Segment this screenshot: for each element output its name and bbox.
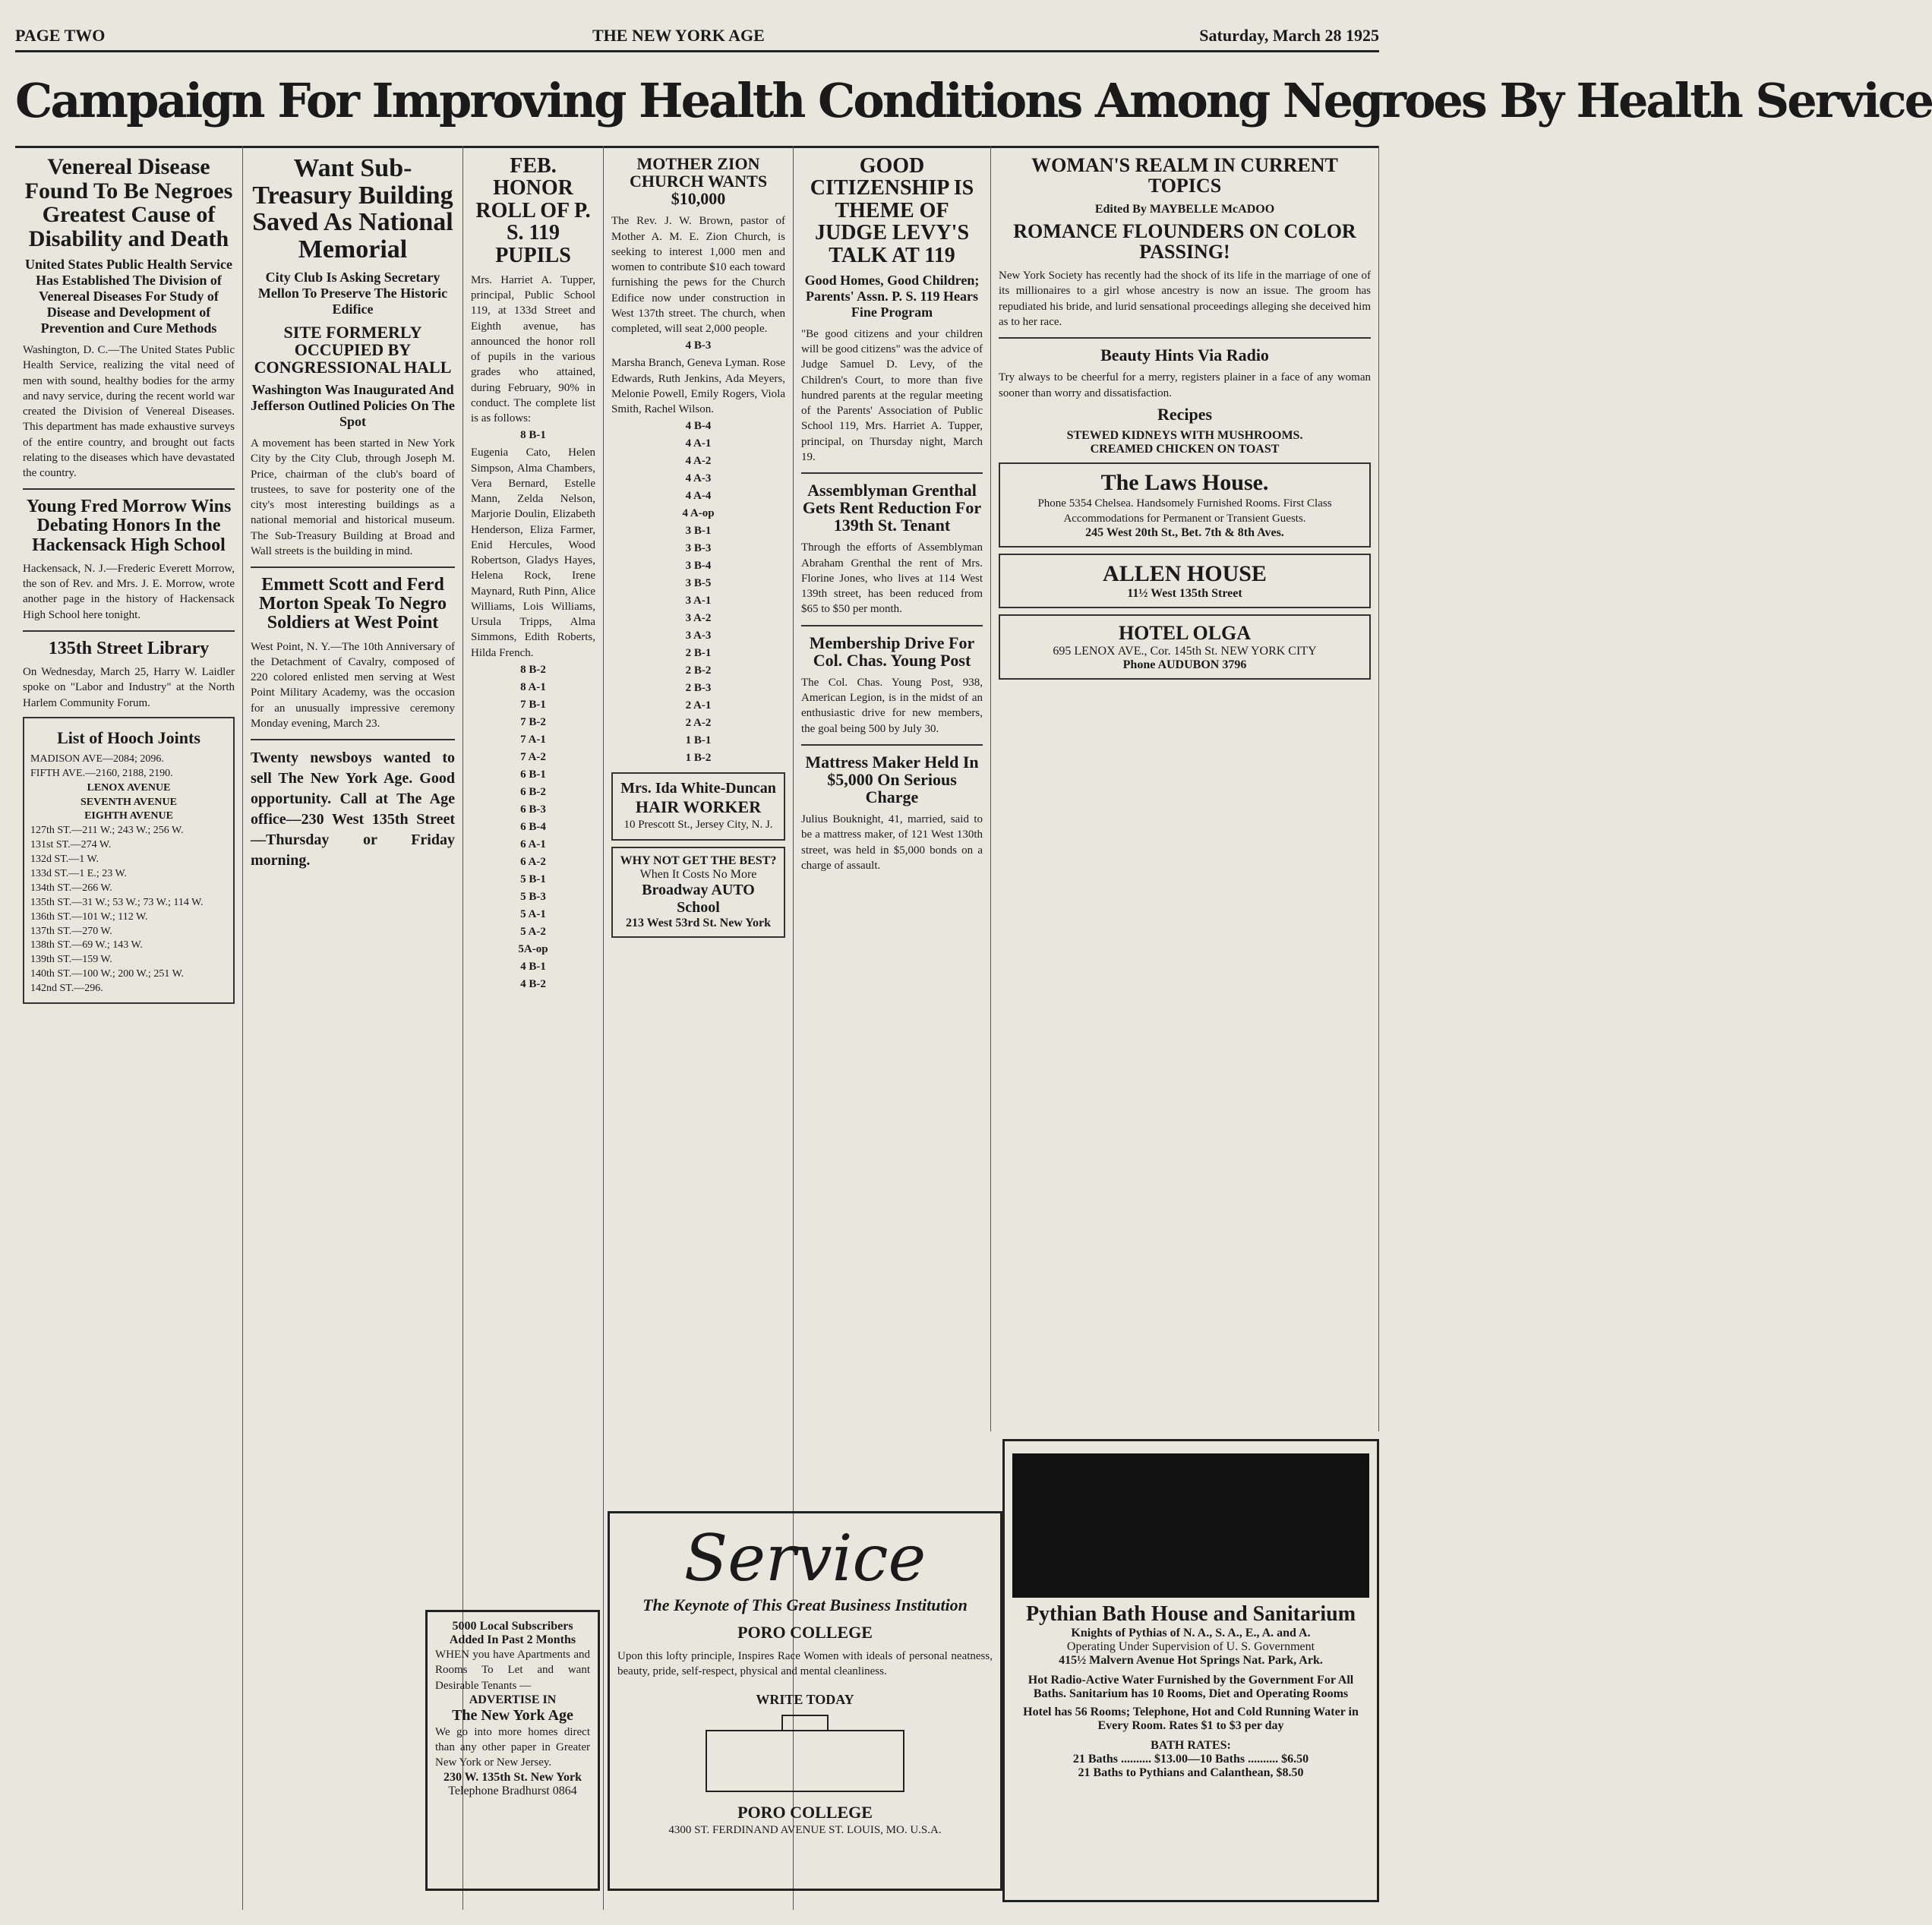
poro-college-name: PORO COLLEGE	[737, 1623, 873, 1642]
hooch-item: 127th ST.—211 W.; 243 W.; 256 W.	[30, 825, 184, 837]
grade-label: 7 B-2	[520, 715, 546, 728]
hooch-title: List of Hooch Joints	[57, 727, 200, 747]
grade-label: 4 A-4	[685, 490, 712, 503]
service-title: Service	[683, 1521, 927, 1595]
grade-label: 7 A-2	[520, 750, 546, 763]
issue-date: Saturday, March 28 1925	[1199, 26, 1379, 45]
headline-beauty: Beauty Hints Via Radio	[1100, 346, 1269, 365]
subscribers-text: WHEN you have Apartments and Rooms To Let and want Desirable Tenants —	[435, 1649, 590, 1692]
headline-westpoint: Emmett Scott and Ferd Morton Speak To Negro Soldiers at West Point	[259, 575, 447, 633]
hooch-item: 138th ST.—69 W.; 143 W.	[30, 939, 143, 951]
bath-rates-title: BATH RATES:	[1151, 1739, 1231, 1752]
pythian-title: Pythian Bath House and Sanitarium	[1025, 1602, 1356, 1626]
hooch-item: 135th ST.—31 W.; 53 W.; 73 W.; 114 W.	[30, 896, 204, 908]
hooch-item: 134th ST.—266 W.	[30, 882, 112, 894]
hooch-item: 131st ST.—274 W.	[30, 839, 112, 851]
ad-title: WHY NOT GET THE BEST?	[620, 854, 777, 867]
bath-house-photo	[1012, 1453, 1369, 1598]
headline-membership: Membership Drive For Col. Chas. Young Post	[809, 633, 975, 670]
grade-label: 5 A-2	[520, 925, 546, 938]
grade-label: 1 B-2	[685, 752, 712, 765]
subscribers-title: 5000 Local Subscribers Added In Past 2 Months	[449, 1620, 576, 1646]
ad-title: HOTEL OLGA	[1118, 622, 1252, 645]
allen-house-ad	[999, 554, 1371, 608]
headline-venereal: Venereal Disease Found To Be Negroes Greatest Cause of Disability and Death	[24, 154, 233, 251]
poro-building-illustration	[691, 1708, 919, 1799]
pythian-body2: Hotel has 56 Rooms; Telephone, Hot and Cold Running Water in Every Room. Rates $1 to $3 per day	[1023, 1706, 1359, 1732]
article-citizenship: "Be good citizens and your children will be good citizens" was the advice of Judge Samuel D. Levy, of the Children's Court, to more than five hundred parents at the regular meeting of the Parents' Association of Public School 119, Mrs. Harriet A. Tupper, principal, on Thursday night, March 19.	[801, 327, 983, 463]
subhead-citizenship: Good Homes, Good Children; Parents' Assn. P. S. 119 Hears Fine Program	[804, 272, 980, 320]
grade-label: 3 A-2	[685, 612, 712, 625]
grade-label: 8 B-1	[520, 429, 546, 442]
banner-headline: Campaign For Improving Health Conditions Among Negroes By Health Service	[15, 56, 1379, 148]
hooch-item: MADISON AVE—2084; 2096.	[30, 753, 164, 765]
grade-label: 4 B-2	[520, 977, 546, 990]
hooch-item: LENOX AVENUE	[87, 781, 171, 794]
grade-list	[611, 338, 785, 766]
ad-address: 245 West 20th St., Bet. 7th & 8th Aves.	[1085, 526, 1284, 540]
article-membership: The Col. Chas. Young Post, 938, American Legion, is in the midst of an enthusiastic drive for new members, the goal being 500 by July 30.	[801, 676, 983, 735]
column-5	[794, 146, 991, 1431]
headline-library: 135th Street Library	[48, 638, 210, 658]
grade-label: 2 A-1	[685, 699, 712, 712]
grade-label: 4 A-3	[685, 472, 712, 485]
pythian-sub: Knights of Pythias of N. A., S. A., E., A. and A.	[1071, 1627, 1311, 1639]
service-ad	[608, 1511, 1002, 1906]
hooch-item: 142nd ST.—296.	[30, 983, 103, 995]
grade-label: 2 B-1	[685, 647, 712, 660]
divider	[801, 472, 983, 474]
grade-label: 7 A-1	[520, 733, 546, 746]
grade-label: 3 A-3	[685, 630, 712, 642]
pythian-address: 415½ Malvern Avenue Hot Springs Nat. Park, Ark.	[1059, 1654, 1323, 1667]
advertise-label: ADVERTISE IN	[469, 1693, 557, 1706]
grade-label: 6 B-3	[520, 803, 546, 816]
divider	[801, 625, 983, 626]
headline-subtreasury: Want Sub-Treasury Building Saved As National Memorial	[252, 154, 453, 264]
auto-school-ad	[611, 847, 785, 938]
column-6	[991, 146, 1379, 1431]
headline-mattress: Mattress Maker Held In $5,000 On Serious Charge	[805, 752, 979, 807]
grade-label: 6 A-1	[520, 838, 546, 850]
grade-label: 3 B-5	[685, 577, 712, 590]
column-1	[15, 146, 243, 1910]
pythian-body: Hot Radio-Active Water Furnished by the Government For All Baths. Sanitarium has 10 Rooms, Diet and Operating Rooms	[1028, 1674, 1354, 1700]
subhead-subtreasury: City Club Is Asking Secretary Mellon To Preserve The Historic Edifice	[257, 269, 448, 317]
bath-rate: 21 Baths to Pythians and Calanthean, $8.50	[1078, 1766, 1304, 1779]
grade-label: 2 A-2	[685, 717, 712, 730]
hooch-list-box	[23, 717, 235, 1004]
ad-title: The Laws House.	[1100, 469, 1269, 495]
grade-label: 1 B-1	[685, 734, 712, 747]
grade-label: 4 B-3	[685, 339, 712, 352]
grade-label: 3 B-3	[685, 542, 712, 555]
ad-text: Phone 5354 Chelsea. Handsomely Furnished Rooms. First Class Accommodations for Permanent or Transient Guests.	[1037, 497, 1332, 525]
subhead-site: Washington Was Inaugurated And Jefferson Outlined Policies On The Spot	[251, 382, 455, 430]
article-library: On Wednesday, March 25, Harry W. Laidler spoke on "Labor and Industry" at the North Harlem Community Forum.	[23, 666, 235, 709]
ad-title: ALLEN HOUSE	[1103, 561, 1267, 587]
article-beauty: Try always to be cheerful for a merry, registers plainer in a face of any woman sooner than worry and dissatisfaction.	[999, 371, 1371, 399]
pythian-text: Operating Under Supervision of U. S. Government	[1066, 1640, 1315, 1653]
paper-name: THE NEW YORK AGE	[592, 26, 765, 45]
grade-label: 7 B-1	[520, 698, 546, 711]
service-tagline: The Keynote of This Great Business Institution	[642, 1595, 968, 1614]
headline-mother-zion: MOTHER ZION CHURCH WANTS $10,000	[629, 154, 768, 209]
service-address: 4300 ST. FERDINAND AVENUE ST. LOUIS, MO. U.S.A.	[668, 1823, 942, 1836]
pythian-ad	[1002, 1439, 1379, 1910]
hooch-item: SEVENTH AVENUE	[80, 796, 177, 808]
honor-names: Eugenia Cato, Helen Simpson, Alma Chambers, Vera Bernard, Estelle Mann, Zelda Nelson, Marjorie Doulin, Elizabeth Henderson, Eliza Farmer, Enid Hercules, Wood Robertson, Gladys Hayes, Helena Rock, Irene Maynard, Ruth Pinn, Alice Williams, Lois Williams, Ursula Tripps, Alma Simmons, Edith Roberts, Hilda French.	[471, 447, 595, 659]
grade-label: 4 B-1	[520, 960, 546, 973]
hooch-item: 137th ST.—270 W.	[30, 925, 112, 937]
grade-label: 2 B-2	[685, 664, 712, 677]
byline: Edited By MAYBELLE McADOO	[1094, 202, 1275, 216]
divider	[801, 744, 983, 746]
ad-subtitle: HAIR WORKER	[635, 797, 762, 817]
write-today: WRITE TODAY	[756, 1691, 854, 1707]
grade-label: 8 B-2	[520, 663, 546, 676]
grade-label: 4 A-1	[685, 437, 712, 450]
paper-name: The New York Age	[452, 1706, 573, 1724]
ad-address: 213 West 53rd St. New York	[625, 916, 772, 929]
subscribers-ad-box	[425, 1610, 600, 1891]
headline-site: SITE FORMERLY OCCUPIED BY CONGRESSIONAL HALL	[254, 322, 452, 377]
ad-text: When It Costs No More	[639, 867, 757, 881]
hair-worker-ad	[611, 772, 785, 840]
grade-label: 2 B-3	[685, 682, 712, 695]
laws-house-ad	[999, 462, 1371, 548]
article-morrow: Hackensack, N. J.—Frederic Everett Morrow, the son of Rev. and Mrs. J. E. Morrow, wrote another page in the history of Hackensack High School here tonight.	[23, 562, 235, 621]
hooch-item: 133d ST.—1 E.; 23 W.	[30, 867, 127, 879]
ad-title: Mrs. Ida White-Duncan	[620, 780, 776, 797]
grade-label: 8 A-1	[520, 680, 546, 693]
headline-grenthal: Assemblyman Grenthal Gets Rent Reduction For 139th St. Tenant	[802, 481, 982, 535]
article-mother-zion: The Rev. J. W. Brown, pastor of Mother A. M. E. Zion Church, is seeking to interest 1,000 men and women to contribute $10 each toward furnishing the pews for the Church Edifice now under construction in West 137th street. The church, when completed, will seat 2,000 people.	[611, 215, 785, 336]
grade-label: 6 A-2	[520, 855, 546, 868]
grade-label: 6 B-4	[520, 820, 546, 833]
headline-womans-realm: WOMAN'S REALM IN CURRENT TOPICS	[1031, 154, 1338, 197]
ad-phone: Phone AUDUBON 3796	[1122, 658, 1247, 672]
grade-label: 6 B-2	[520, 785, 546, 798]
divider	[251, 566, 455, 568]
grade-label: 4 A-op	[682, 507, 715, 520]
service-text: Upon this lofty principle, Inspires Race Women with ideals of personal neatness, beauty, pride, self-respect, physical and mental cleanliness.	[617, 1650, 993, 1678]
grade-label: 4 A-2	[685, 455, 712, 468]
grade-label: 5 B-1	[520, 873, 546, 885]
recipe-title: STEWED KIDNEYS WITH MUSHROOMS.	[1066, 428, 1303, 442]
article-subtreasury: A movement has been started in New York City by the City Club, through Joseph M. Price, chairman of the club's board of trustees, to save for posterity one of the city's most interesting buildings as a national memorial and historical museum. The Sub-Treasury Building at Broad and Wall streets is the building in mind.	[251, 437, 455, 557]
divider	[999, 337, 1371, 339]
headline-recipes: Recipes	[1157, 404, 1213, 424]
divider	[251, 739, 455, 740]
hooch-item: 140th ST.—100 W.; 200 W.; 251 W.	[30, 968, 184, 980]
divider	[23, 488, 235, 490]
headline-morrow: Young Fred Morrow Wins Debating Honors In the Hackensack High School	[26, 497, 232, 555]
subscribers-phone: Telephone Bradhurst 0864	[448, 1784, 577, 1797]
subscribers-address: 230 W. 135th St. New York	[443, 1770, 582, 1784]
article-mattress: Julius Bouknight, 41, married, said to be a mattress maker, of 121 West 130th street, was held in $5,000 bonds on a charge of assault.	[801, 813, 983, 872]
subscribers-ad	[425, 1610, 600, 1898]
hotel-olga-ad	[999, 614, 1371, 680]
subscribers-text2: We go into more homes direct than any other paper in Greater New York or New Jersey.	[435, 1725, 590, 1769]
hooch-item: FIFTH AVE.—2160, 2188, 2190.	[30, 767, 173, 779]
masthead	[15, 23, 1379, 52]
hooch-item: 136th ST.—101 W.; 112 W.	[30, 910, 148, 923]
honor-names: Marsha Branch, Geneva Lyman. Rose Edwards, Ruth Jenkins, Ada Meyers, Melonie Powell, Emily Rogers, Viola Smith, Rachel Wilson.	[611, 357, 785, 416]
service-ad-box	[608, 1511, 1002, 1891]
divider	[23, 630, 235, 632]
ad-name: Broadway AUTO School	[642, 881, 755, 916]
grade-label: 5 A-1	[520, 907, 546, 920]
grade-label: 4 B-4	[685, 420, 712, 433]
page-number: PAGE TWO	[15, 26, 106, 45]
newsboys-notice: Twenty newsboys wanted to sell The New York Age. Good opportunity. Call at The Age office—230 West 135th Street—Thursday or Friday morning.	[251, 749, 455, 869]
hooch-list	[30, 753, 227, 996]
grade-label: 5A-op	[518, 942, 548, 955]
bath-rate: 21 Baths .......... $13.00—10 Baths .......... $6.50	[1072, 1753, 1309, 1766]
article-honor-roll: Mrs. Harriet A. Tupper, principal, Public School 119, at 133d Street and Eighth avenue, has announced the honor roll of pupils in the various grades who attained, during February, 90% in conduct. The complete list is as follows:	[471, 273, 595, 425]
article-grenthal: Through the efforts of Assemblyman Abraham Grenthal the rent of Mrs. Florine Jones, who lives at 114 West 139th street, has been reduced from $65 to $50 per month.	[801, 541, 983, 616]
hooch-item: EIGHTH AVENUE	[84, 810, 173, 822]
article-romance: New York Society has recently had the shock of its life in the marriage of one of its millionaires to a girl whose ancestry is now an issue. The groom has repudiated his bride, and lurid sensational proceedings alleging she deceived him as to her race.	[999, 270, 1371, 328]
ad-address: 695 LENOX AVE., Cor. 145th St. NEW YORK CITY	[1053, 645, 1317, 658]
ad-address: 10 Prescott St., Jersey City, N. J.	[623, 819, 773, 832]
article-westpoint: West Point, N. Y.—The 10th Anniversary of the Detachment of Cavalry, composed of 220 colored enlisted men serving at West Point Military Academy, was the occasion for an unusually impressive ceremony Monday evening, March 23.	[251, 640, 455, 730]
hooch-item: 132d ST.—1 W.	[30, 854, 99, 866]
grade-label: 5 B-3	[520, 890, 546, 903]
grade-list	[471, 428, 595, 992]
poro-college-name: PORO COLLEGE	[737, 1802, 873, 1822]
article-venereal: Washington, D. C.—The United States Public Health Service, realizing the vital need of men with sound, healthy bodies for the army and navy service, during the recent world war created the Division of Venereal Diseases. This department has made exhaustive surveys of the entire country, and brought out facts relating to the diseases which have devastated the country.	[23, 344, 235, 479]
hooch-item: 139th ST.—159 W.	[30, 954, 112, 966]
headline-citizenship: GOOD CITIZENSHIP IS THEME OF JUDGE LEVY'S TALK AT 119	[810, 154, 974, 267]
grade-label: 3 A-1	[685, 595, 712, 607]
headline-romance: ROMANCE FLOUNDERS ON COLOR PASSING!	[1013, 219, 1356, 263]
grade-label: 6 B-1	[520, 768, 546, 781]
subhead-venereal: United States Public Health Service Has Established The Division of Venereal Diseases For Study of Disease and Development of Prevention and Cure Methods	[25, 257, 232, 336]
ad-address: 11½ West 135th Street	[1127, 587, 1242, 601]
recipe-title: CREAMED CHICKEN ON TOAST	[1090, 442, 1280, 456]
grade-label: 3 B-4	[685, 560, 712, 573]
grade-label: 3 B-1	[685, 525, 712, 538]
pythian-ad-box	[1002, 1439, 1379, 1902]
headline-honor-roll: FEB. HONOR ROLL OF P. S. 119 PUPILS	[475, 154, 591, 267]
